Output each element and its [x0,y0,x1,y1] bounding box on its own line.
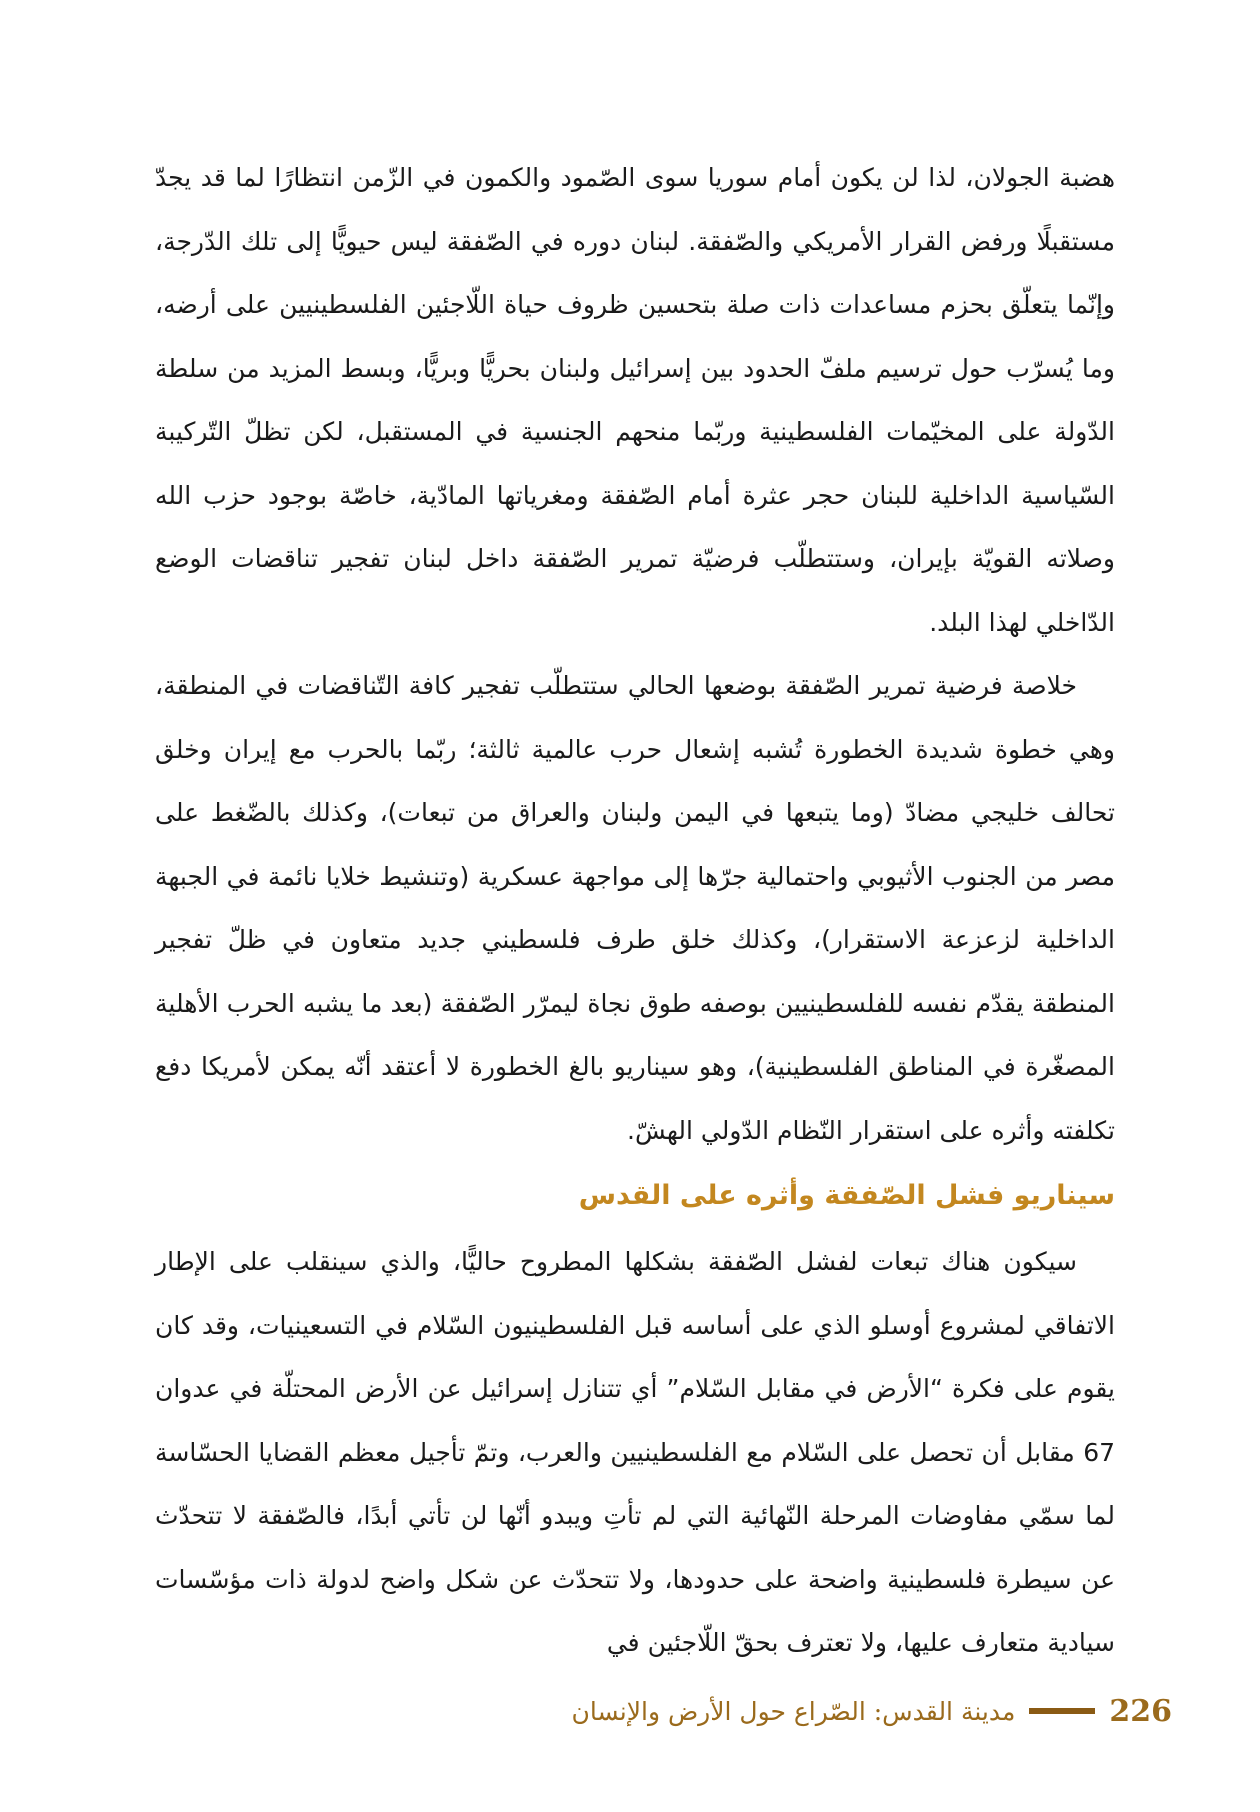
paragraph-lebanon: هضبة الجولان، لذا لن يكون أمام سوريا سوى الصّمود والكمون في الزّمن انتظارًا لما قد يجدّ مستقبلًا ورفض القرار الأمريكي والصّفقة. لبنان دوره في الصّفقة ليس حيويًّا إلى تلك الدّرجة، وإنّما يتعلّق بحزم مساعدات ذات صلة بتحسين ظروف حياة اللّاجئين الفلسطينيين على أرضه، وما يُسرّب حول ترسيم ملفّ الحدود بين إسرائيل ولبنان بحريًّا وبريًّا، وبسط المزيد من سلطة الدّولة على المخيّمات الفلسطينية وربّما منحهم الجنسية في المستقبل، لكن تظلّ التّركيبة السّياسية الداخلية للبنان حجر عثرة أمام الصّفقة ومغرياتها المادّية، خاصّة بوجود حزب الله وصلاته القويّة بإيران، وستتطلّب فرضيّة تمرير الصّفقة داخل لبنان تفجير تناقضات الوضع الدّاخلي لهذا البلد. [155,163,1115,637]
page-footer [572,1686,1173,1736]
footer-rule [1029,1708,1095,1714]
paragraph-conclusion: خلاصة فرضية تمرير الصّفقة بوضعها الحالي ستتطلّب تفجير كافة التّناقضات في المنطقة، وهي خطوة شديدة الخطورة تُشبه إشعال حرب عالمية ثالثة؛ ربّما بالحرب مع إيران وخلق تحالف خليجي مضادّ (وما يتبعها في اليمن ولبنان والعراق من تبعات)، وكذلك بالضّغط على مصر من الجنوب الأثيوبي واحتمالية جرّها إلى مواجهة عسكرية (وتنشيط خلايا نائمة في الجبهة الداخلية لزعزعة الاستقرار)، وكذلك خلق طرف فلسطيني جديد متعاون في ظلّ تفجير المنطقة يقدّم نفسه للفلسطينيين بوصفه طوق نجاة ليمرّر الصّفقة (بعد ما يشبه الحرب الأهلية المصغّرة في المناطق الفلسطينية)، وهو سيناريو بالغ الخطورة لا أعتقد أنّه يمكن لأمريكا دفع تكلفته وأثره على استقرار النّظام الدّولي الهشّ. [155,671,1115,1145]
paragraph-failure-scenario: سيكون هناك تبعات لفشل الصّفقة بشكلها المطروح حاليًّا، والذي سينقلب على الإطار الاتفاقي لمشروع أوسلو الذي على أساسه قبل الفلسطينيون السّلام في التسعينيات، وقد كان يقوم على فكرة “الأرض في مقابل السّلام” أي تتنازل إسرائيل عن الأرض المحتلّة في عدوان 67 مقابل أن تحصل على السّلام مع الفلسطينيين والعرب، وتمّ تأجيل معظم القضايا الحسّاسة لما سمّي مفاوضات المرحلة النّهائية التي لم تأتِ ويبدو أنّها لن تأتي أبدًا، فالصّفقة لا تتحدّث عن سيطرة فلسطينية واضحة على حدودها، ولا تتحدّث عن شكل واضح لدولة ذات مؤسّسات سيادية متعارف عليها، ولا تعترف بحقّ اللّاجئين في [155,1247,1115,1657]
section-heading: سيناريو فشل الصّفقة وأثره على القدس [578,1180,1115,1211]
running-title: مدينة القدس: الصّراع حول الأرض والإنسان [571,1696,1016,1726]
body-text [155,146,1115,1675]
page-number: 226 [1109,1693,1172,1729]
